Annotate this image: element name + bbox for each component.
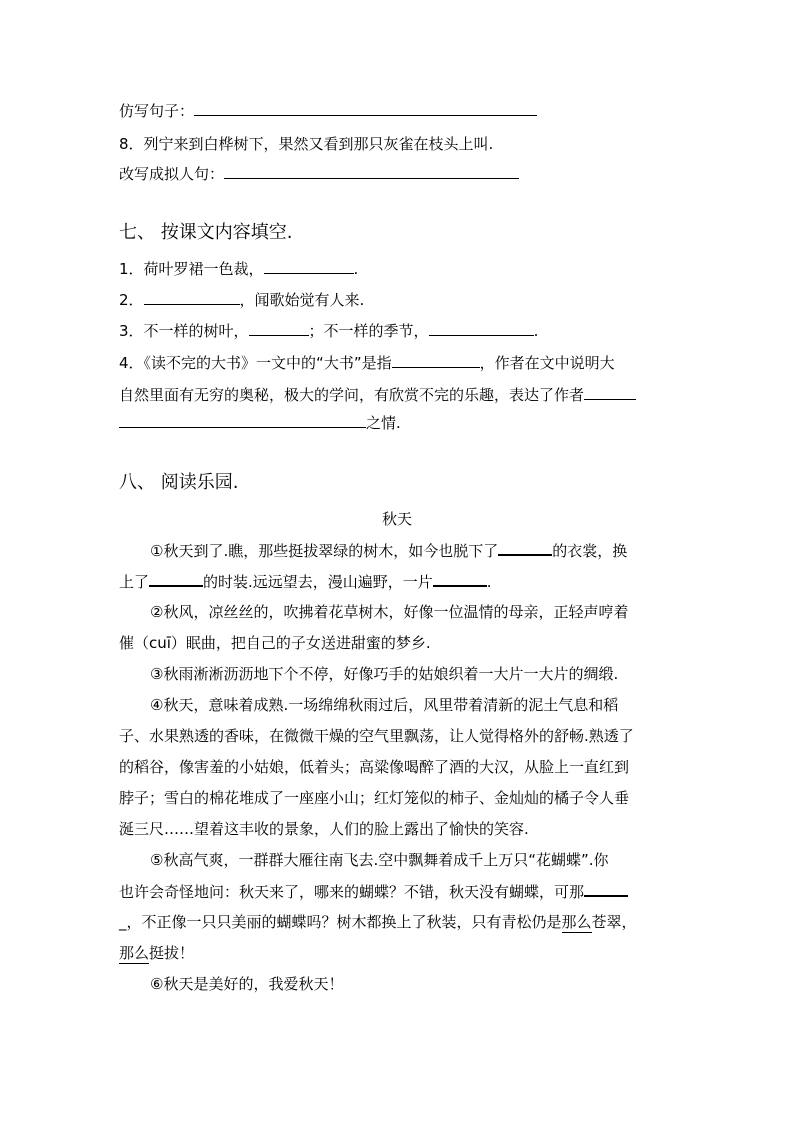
rewrite-blank[interactable]	[224, 164, 519, 179]
s7-item4-a: 4．《读不完的大书》一文中的“大书”是指	[119, 354, 392, 372]
imitate-line	[119, 101, 537, 121]
p4-line1: ④秋天，意味着成熟.一场绵绵秋雨过后，风里带着清新的泥土气息和稻	[150, 696, 619, 714]
p5-blank[interactable]	[584, 881, 628, 897]
s7-item2-start: 2．	[119, 291, 144, 309]
s7-item4-blank3[interactable]	[119, 413, 366, 428]
s7-item1-text: 1．荷叶罗裙一色裁，	[119, 260, 264, 278]
s7-item2-text: ，闻歌始觉有人来.	[239, 291, 365, 309]
p1-line1	[150, 540, 627, 561]
s7-item1-blank[interactable]	[264, 259, 354, 274]
s7-item3-end: .	[533, 322, 539, 340]
p1-blank2[interactable]	[149, 571, 203, 587]
p5-line3	[119, 912, 637, 932]
s7-item2-blank[interactable]	[144, 290, 240, 305]
imitate-blank[interactable]	[194, 101, 537, 116]
p1-e: .	[486, 573, 492, 591]
p1-blank1[interactable]	[498, 540, 552, 556]
p5-line4	[119, 943, 194, 963]
s7-item4-line2	[119, 385, 636, 405]
p1-a: ①秋天到了.瞧，那些挺拔翠绿的树木，如今也脱下了	[150, 542, 499, 560]
s7-item2	[119, 290, 364, 310]
p1-b: 的衣裳，换	[552, 542, 628, 560]
p5-underlined-2: 那么	[119, 944, 150, 962]
p6-line1: ⑥秋天是美好的，我爱秋天！	[150, 975, 344, 993]
s7-item3	[119, 321, 538, 341]
s7-item4-b: ，作者在文中说明大	[479, 354, 615, 372]
p1-c: 上了	[119, 573, 150, 591]
s7-item4-line2-text: 自然里面有无穷的奥秘，极大的学问，有欣赏不完的乐趣，表达了作者	[119, 386, 585, 404]
p2-line2: 催（cuī）眠曲，把自己的子女送进甜蜜的梦乡.	[119, 634, 431, 652]
p1-blank3[interactable]	[433, 571, 487, 587]
q8-rewrite-line	[119, 164, 519, 184]
p5-line4-end: 挺拔！	[149, 944, 195, 962]
p5-underlined-1: 那么	[561, 913, 592, 931]
p4-line3: 的稻谷，像害羞的小姑娘，低着头；高粱像喝醉了酒的大汉，从脸上一直红到	[119, 758, 630, 776]
imitate-label: 仿写句子：	[119, 102, 195, 120]
p5-line3-end: 苍翠，	[591, 913, 637, 931]
p4-line4: 脖子；雪白的棉花堆成了一座座小山；红灯笼似的柿子、金灿灿的橘子令人垂	[119, 789, 630, 807]
s7-item3-blank2[interactable]	[429, 321, 534, 336]
p1-d: 的时装.远远望去，漫山遍野，一片	[203, 573, 433, 591]
p5-line1: ⑤秋高气爽，一群群大雁往南飞去.空中飘舞着成千上万只“花蝴蝶”.你	[150, 851, 609, 869]
p1-line2	[119, 571, 492, 592]
p5-line2-text: 也许会奇怪地问：秋天来了，哪来的蝴蝶？不错，秋天没有蝴蝶，可那	[119, 883, 585, 901]
p4-line2: 子、水果熟透的香味，在微微干燥的空气里飘荡，让人觉得格外的舒畅.熟透了	[119, 727, 634, 745]
s7-item4-blank2[interactable]	[584, 385, 636, 400]
p3-line1: ③秋雨淅淅沥沥地下个不停，好像巧手的姑娘织着一大片一大片的绸缎.	[150, 665, 619, 683]
s7-item4-line3	[119, 413, 401, 433]
p5-line2	[119, 881, 628, 902]
q8-sentence: 8．列宁来到白桦树下，果然又看到那只灰雀在枝头上叫.	[119, 135, 494, 153]
passage-title: 秋天	[381, 510, 412, 528]
s7-item1	[119, 259, 358, 279]
section8-title: 八、 阅读乐园.	[119, 472, 239, 493]
p4-line5: 涎三尺……望着这丰收的景象，人们的脸上露出了愉快的笑容.	[119, 820, 529, 838]
s7-item4-line1	[119, 353, 615, 373]
s7-item3-blank1[interactable]	[249, 321, 309, 336]
p5-line3-text: _，不正像一只只美丽的蝴蝶吗？树木都换上了秋装，只有青松仍是	[119, 913, 562, 931]
s7-item3-b: ；不一样的季节，	[308, 322, 429, 340]
rewrite-label: 改写成拟人句：	[119, 165, 225, 183]
section7-title: 七、 按课文内容填空.	[119, 222, 293, 243]
s7-item4-blank1[interactable]	[392, 353, 480, 368]
s7-item4-end: 之情.	[366, 414, 401, 432]
s7-item3-a: 3．不一样的树叶，	[119, 322, 249, 340]
s7-item1-end: .	[353, 260, 359, 278]
p2-line1: ②秋风，凉丝丝的，吹拂着花草树木，好像一位温情的母亲，正轻声哼着	[150, 603, 629, 621]
